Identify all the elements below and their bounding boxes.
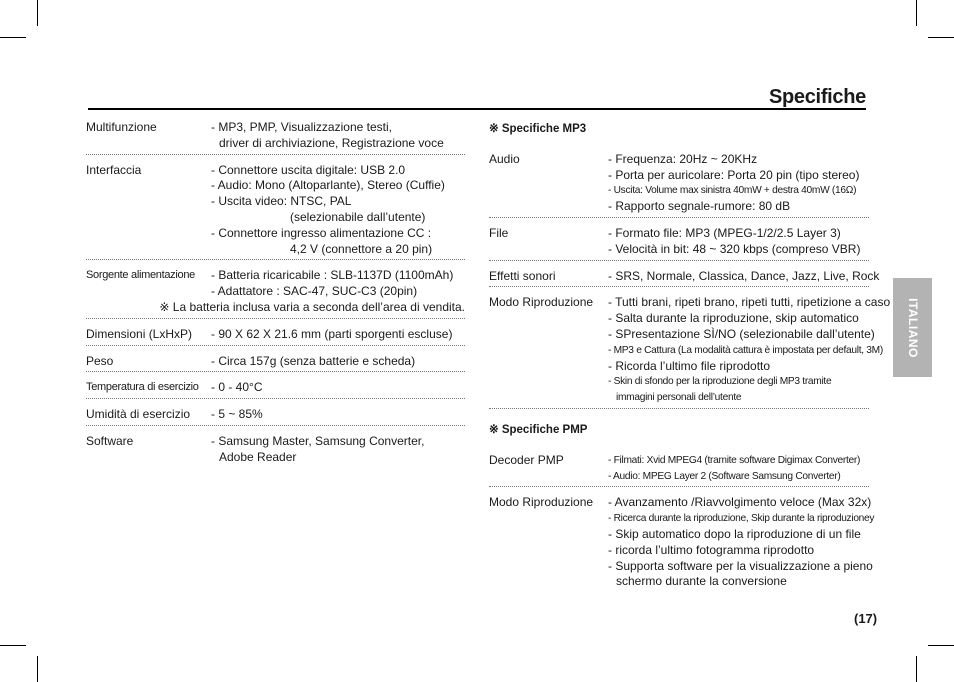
spec-value-line: - Ricerca durante la riproduzione, Skip durante la riproduzioney xyxy=(608,513,875,525)
spec-value-line: - Avanzamento /Riavvolgimento veloce (Max 32x) xyxy=(608,495,872,510)
spec-value-line: - Circa 157g (senza batterie e scheda) xyxy=(211,353,416,368)
spec-label: File xyxy=(489,225,509,240)
spec-label: Decoder PMP xyxy=(489,452,564,467)
spec-value-line: - Frequenza: 20Hz ~ 20KHz xyxy=(608,151,758,166)
spec-value-line: - Ricorda l’ultimo file riprodotto xyxy=(608,358,771,373)
pmp-section-heading: ※ Specifiche PMP xyxy=(489,423,588,436)
spec-row xyxy=(86,268,465,318)
spec-value-line: schermo durante la conversione xyxy=(616,574,787,589)
spec-label: Effetti sonori xyxy=(489,268,556,283)
spec-values xyxy=(608,226,869,258)
crop-mark xyxy=(37,0,38,26)
spec-row xyxy=(489,268,880,288)
spec-values xyxy=(608,269,879,285)
spec-value-line: - ricorda l’ultimo fotogramma riprodotto xyxy=(608,542,815,557)
spec-value-line: - SPresentazione SÌ/NO (selezionabile dall’utente) xyxy=(608,326,875,341)
spec-values xyxy=(211,380,465,396)
spec-value-line: - Connettore uscita digitale: USB 2.0 xyxy=(211,162,406,177)
spec-value-line: - MP3 e Cattura (La modalità cattura è impostata per default, 3M) xyxy=(608,344,883,356)
crop-mark xyxy=(928,645,954,646)
side-tab-label: ITALIANO xyxy=(905,297,920,358)
spec-label: Modo Riproduzione xyxy=(489,495,594,510)
page-title: Specifiche xyxy=(768,86,866,108)
spec-values xyxy=(211,163,465,258)
spec-value-line: - Skip automatico dopo la riproduzione di un file xyxy=(608,526,861,541)
spec-value-line: driver di archiviazione, Registrazione voce xyxy=(219,135,444,150)
spec-row xyxy=(489,295,891,409)
mp3-section-heading: ※ Specifiche MP3 xyxy=(489,123,587,135)
language-side-tab xyxy=(893,278,932,377)
spec-value-line: - Uscita video: NTSC, PAL xyxy=(211,194,352,209)
crop-mark xyxy=(916,0,917,26)
crop-mark xyxy=(928,37,954,38)
spec-row xyxy=(86,268,465,300)
spec-value-line: - Audio: MPEG Layer 2 (Software Samsung Converter) xyxy=(608,470,841,482)
crop-mark xyxy=(0,37,26,38)
spec-values xyxy=(608,453,869,485)
spec-value-line: - 90 X 62 X 21.6 mm (parti sporgenti escluse) xyxy=(211,326,453,341)
spec-values xyxy=(211,407,465,423)
spec-value-line: - Batteria ricaricabile : SLB-1137D (1100mAh) xyxy=(211,268,454,283)
spec-value-line: - Rapporto segnale-rumore: 80 dB xyxy=(608,199,791,214)
mp3-spec-list xyxy=(489,151,891,409)
spec-value-line: - Uscita: Volume max sinistra 40mW + destra 40mW (16Ω) xyxy=(608,185,857,197)
spec-values xyxy=(608,152,869,215)
spec-label: Peso xyxy=(86,353,114,368)
spec-value-line: (selezionabile dall’utente) xyxy=(290,209,426,224)
spec-value-line: Adobe Reader xyxy=(219,449,297,464)
spec-note: ※ La batteria inclusa varia a seconda dell’area di vendita. xyxy=(159,299,465,314)
spec-value-line: - Filmati: Xvid MPEG4 (tramite software Digimax Converter) xyxy=(608,454,861,466)
spec-values xyxy=(211,120,465,152)
spec-label: Temperatura di esercizio xyxy=(86,381,199,394)
spec-row xyxy=(86,120,465,155)
spec-row xyxy=(86,380,465,399)
spec-value-line: - Formato file: MP3 (MPEG-1/2/2.5 Layer 3) xyxy=(608,225,841,240)
crop-mark xyxy=(37,656,38,682)
spec-row xyxy=(86,354,465,373)
spec-values xyxy=(211,354,465,370)
spec-values xyxy=(608,295,890,406)
spec-value-line: - 0 - 40°C xyxy=(211,380,263,395)
spec-values xyxy=(211,268,465,300)
spec-values xyxy=(211,434,465,466)
spec-value-line: - Salta durante la riproduzione, skip automatico xyxy=(608,311,859,326)
spec-label: Multifunzione xyxy=(86,120,157,134)
spec-value-line: - Supporta software per la visualizzazione a pieno xyxy=(608,558,873,573)
spec-label: Umidità di esercizio xyxy=(86,407,191,422)
spec-value-line: 4,2 V (connettore a 20 pin) xyxy=(290,241,433,256)
spec-value-line: - Tutti brani, ripeti brano, ripeti tutti, ripetizione a caso xyxy=(608,295,891,310)
spec-value-line: - Audio: Mono (Altoparlante), Stereo (Cuffie) xyxy=(211,178,445,193)
spec-value-line: - Velocità in bit: 48 ~ 320 kbps (compreso VBR) xyxy=(608,241,861,256)
spec-label: Audio xyxy=(489,151,520,166)
spec-value-line: - Connettore ingresso alimentazione CC : xyxy=(211,225,432,240)
pmp-spec-list xyxy=(489,452,875,592)
spec-values xyxy=(211,327,465,343)
right-spec-column xyxy=(489,122,891,600)
spec-row xyxy=(86,327,465,346)
spec-row xyxy=(489,152,869,218)
spec-value-line: - Adattatore : SAC-47, SUC-C3 (20pin) xyxy=(211,284,418,299)
spec-label: Dimensioni (LxHxP) xyxy=(86,326,193,341)
spec-value-line: - Skin di sfondo per la riproduzione degli MP3 tramite xyxy=(608,376,832,388)
spec-row xyxy=(86,163,465,261)
spec-value-line: - 5 ~ 85% xyxy=(211,407,263,422)
spec-row xyxy=(86,434,465,468)
spec-label: Modo Riproduzione xyxy=(489,295,594,310)
spec-values xyxy=(608,495,874,590)
spec-row xyxy=(489,226,869,261)
spec-label: Interfaccia xyxy=(86,162,142,177)
spec-row xyxy=(86,407,465,426)
left-spec-column xyxy=(86,120,465,476)
spec-row xyxy=(489,495,875,592)
spec-value-line: immagini personali dell’utente xyxy=(616,392,742,404)
spec-label: Software xyxy=(86,433,134,448)
crop-mark xyxy=(0,645,26,646)
spec-value-line: - MP3, PMP, Visualizzazione testi, xyxy=(211,120,392,134)
spec-value-line: - Samsung Master, Samsung Converter, xyxy=(211,433,425,448)
spec-label: Sorgente alimentazione xyxy=(86,269,195,282)
crop-mark xyxy=(916,656,917,682)
spec-value-line: - Porta per auricolare: Porta 20 pin (tipo stereo) xyxy=(608,167,860,182)
spec-value-line: - SRS, Normale, Classica, Dance, Jazz, Live, Rock xyxy=(608,268,880,283)
spec-row xyxy=(489,453,869,488)
page-number: (17) xyxy=(854,611,878,626)
title-rule xyxy=(88,108,866,110)
